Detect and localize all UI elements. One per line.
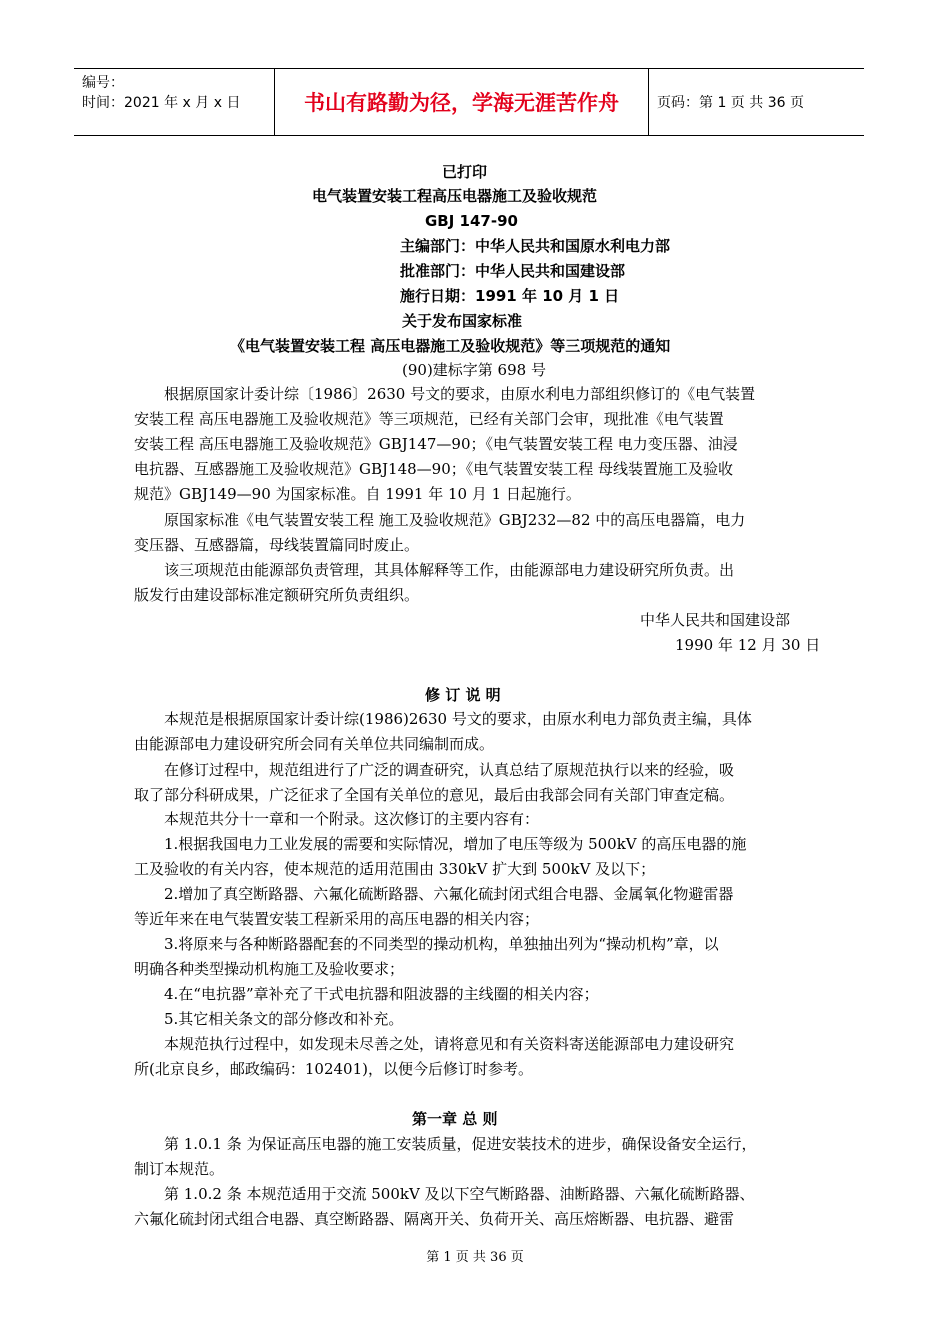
paragraph-line: 第 1.0.1 条 为保证高压电器的施工安装质量，促进安装技术的进步，确保设备安全运行， (164, 1135, 757, 1153)
paragraph-line: 六氟化硫封闭式组合电器、真空断路器、隔离开关、负荷开关、高压熔断器、电抗器、避雷 (134, 1210, 735, 1228)
signature-org: 中华人民共和国建设部 (640, 611, 791, 629)
page-footer: 第 1 页 共 36 页 (426, 1250, 524, 1265)
notice-number: (90)建标字第 698 号 (402, 361, 546, 379)
document-code: GBJ 147-90 (425, 212, 518, 230)
notice-title-2: 《电气装置安装工程 高压电器施工及验收规范》等三项规范的通知 (230, 337, 671, 355)
paragraph-line: 3.将原来与各种断路器配套的不同类型的操动机构，单独抽出列为“操动机构”章，以 (164, 935, 719, 953)
signature-date: 1990 年 12 月 30 日 (675, 636, 821, 654)
header-page-info: 页码：第 1 页 共 36 页 (657, 95, 804, 111)
paragraph-line: 变压器、互感器篇，母线装置篇同时废止。 (134, 536, 420, 554)
number-label: 编号： (82, 75, 124, 91)
header-motto: 书山有路勤为径，学海无涯苦作舟 (275, 69, 649, 135)
paragraph-line: 4.在“电抗器”章补充了干式电抗器和阻波器的主线圈的相关内容； (164, 985, 599, 1003)
paragraph-line: 1.根据我国电力工业发展的需要和实际情况，增加了电压等级为 500kV 的高压电器的施 (164, 835, 747, 853)
time-label: 时间：2021 年 x 月 x 日 (82, 95, 241, 111)
paragraph-line: 根据原国家计委计综〔1986〕2630 号文的要求，由原水利电力部组织修订的《电气装置 (164, 385, 756, 403)
printed-label: 已打印 (442, 163, 488, 181)
paragraph-line: 所(北京良乡，邮政编码：102401)，以便今后修订时参考。 (134, 1060, 533, 1078)
paragraph-line: 由能源部电力建设研究所会同有关单位共同编制而成。 (134, 735, 495, 753)
paragraph-line: 规范》GBJ149—90 为国家标准。自 1991 年 10 月 1 日起施行。 (134, 485, 581, 503)
paragraph-line: 取了部分科研成果，广泛征求了全国有关单位的意见，最后由我部会同有关部门审查定稿。 (134, 786, 735, 804)
paragraph-line: 2.增加了真空断路器、六氟化硫断路器、六氟化硫封闭式组合电器、金属氧化物避雷器 (164, 885, 734, 903)
paragraph-line: 等近年来在电气装置安装工程新采用的高压电器的相关内容； (134, 910, 540, 928)
editor-dept: 主编部门：中华人民共和国原水利电力部 (400, 237, 671, 255)
paragraph-line: 制订本规范。 (134, 1160, 225, 1178)
chapter-title: 第一章 总 则 (412, 1110, 498, 1128)
paragraph-line: 本规范共分十一章和一个附录。这次修订的主要内容有： (164, 810, 540, 828)
revision-title: 修 订 说 明 (425, 686, 501, 704)
paragraph-line: 安装工程 高压电器施工及验收规范》等三项规范，已经有关部门会审，现批准《电气装置 (134, 410, 724, 428)
paragraph-line: 版发行由建设部标准定额研究所负责组织。 (134, 586, 420, 604)
paragraph-line: 明确各种类型操动机构施工及验收要求； (134, 960, 405, 978)
document-header (74, 68, 864, 136)
paragraph-line: 本规范执行过程中，如发现未尽善之处，请将意见和有关资料寄送能源部电力建设研究 (164, 1035, 735, 1053)
paragraph-line: 工及验收的有关内容，使本规范的适用范围由 330kV 扩大到 500kV 及以下； (134, 860, 656, 878)
paragraph-line: 该三项规范由能源部负责管理，其具体解释等工作，由能源部电力建设研究所负责。出 (164, 561, 735, 579)
notice-title-1: 关于发布国家标准 (402, 312, 523, 330)
header-meta (74, 69, 275, 135)
document-title: 电气装置安装工程高压电器施工及验收规范 (312, 187, 598, 205)
paragraph-line: 第 1.0.2 条 本规范适用于交流 500kV 及以下空气断路器、油断路器、六氟化硫断路器、 (164, 1185, 755, 1203)
paragraph-line: 5.其它相关条文的部分修改和补充。 (164, 1010, 404, 1028)
paragraph-line: 电抗器、互感器施工及验收规范》GBJ148—90；《电气装置安装工程 母线装置施工及验收 (134, 460, 734, 478)
approver-dept: 批准部门：中华人民共和国建设部 (400, 262, 626, 280)
effective-date: 施行日期：1991 年 10 月 1 日 (400, 287, 620, 305)
paragraph-line: 本规范是根据原国家计委计综(1986)2630 号文的要求，由原水利电力部负责主编，具体 (164, 710, 752, 728)
paragraph-line: 安装工程 高压电器施工及验收规范》GBJ147—90；《电气装置安装工程 电力变压器、油浸 (134, 435, 738, 453)
paragraph-line: 原国家标准《电气装置安装工程 施工及验收规范》GBJ232—82 中的高压电器篇，电力 (164, 511, 746, 529)
paragraph-line: 在修订过程中，规范组进行了广泛的调查研究，认真总结了原规范执行以来的经验，吸 (164, 761, 735, 779)
